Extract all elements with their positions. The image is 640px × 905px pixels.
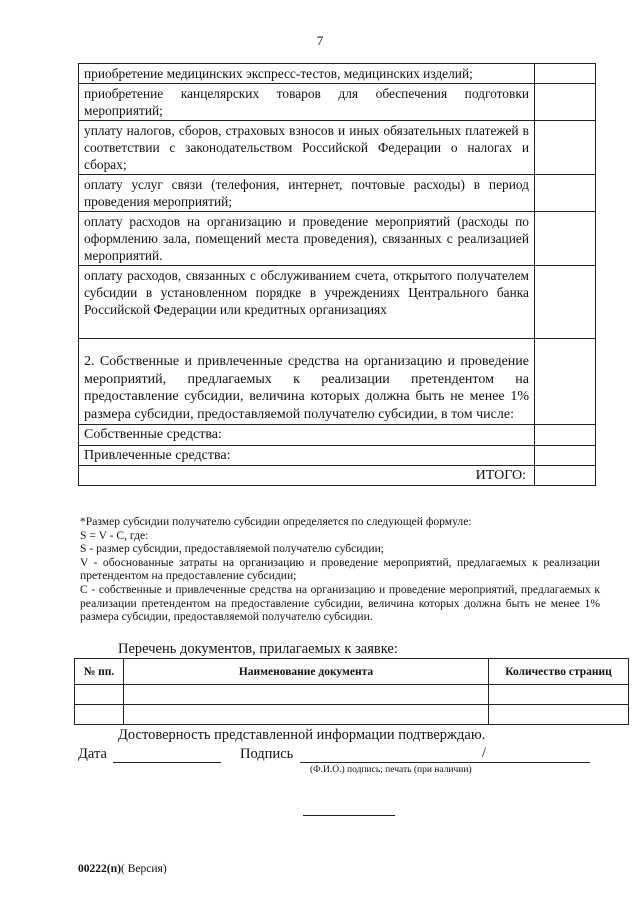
table-header-row	[75, 659, 629, 685]
signature-label: Подпись	[240, 746, 294, 762]
expense-item-0: приобретение медицинских экспресс-тестов, медицинских изделий;	[79, 64, 535, 84]
table-row	[79, 339, 596, 425]
expense-item-1: приобретение канцелярских товаров для обеспечения подготовки мероприятий;	[79, 84, 535, 121]
formula-notes	[80, 515, 600, 624]
table-row	[79, 121, 596, 175]
table-cell	[75, 705, 124, 725]
expense-value-2	[535, 121, 596, 175]
table-row	[79, 266, 596, 339]
attracted-funds-label: Привлеченные средства:	[79, 445, 535, 466]
confirmation-text: Достоверность представленной информации подтверждаю.	[118, 727, 486, 743]
table-row	[79, 445, 596, 466]
date-label: Дата	[78, 746, 107, 762]
table-cell	[124, 685, 489, 705]
note-line: *Размер субсидии получателю субсидии определяется по следующей формуле:	[80, 515, 472, 528]
expense-value-3	[535, 175, 596, 212]
documents-table	[74, 658, 629, 725]
table-row	[75, 685, 629, 705]
table-row	[79, 425, 596, 446]
page-number: 7	[316, 33, 324, 48]
own-funds-value	[535, 425, 596, 446]
note-line: S = V - C, где:	[80, 528, 149, 542]
signature-caption: (Ф.И.О.) подпись; печать (при наличии)	[310, 765, 472, 775]
attracted-funds-value	[535, 445, 596, 466]
signature-slash: /	[482, 745, 487, 761]
expense-item-4: оплату расходов на организацию и проведение мероприятий (расходы по оформлению зала, помещений места проведения), связанных с реализацией мероприятий.	[79, 212, 535, 266]
col-number-header: № пп.	[75, 659, 124, 685]
table-row	[79, 466, 596, 486]
table-cell	[489, 685, 629, 705]
expenses-table	[78, 63, 596, 486]
col-pages-header: Количество страниц	[489, 659, 629, 685]
expense-item-3: оплату услуг связи (телефония, интернет, почтовые расходы) в период проведения мероприятий;	[79, 175, 535, 212]
expense-item-2: уплату налогов, сборов, страховых взносов и иных обязательных платежей в соответствии с законодательством Российской Федерации о налогах и сборах;	[79, 121, 535, 175]
date-field-line	[113, 762, 221, 763]
signature-field-line	[300, 762, 590, 763]
divider-line	[303, 815, 395, 816]
table-row	[79, 175, 596, 212]
own-funds-label: Собственные средства:	[79, 425, 535, 446]
section2-text: 2. Собственные и привлеченные средства на организацию и проведение мероприятий, предлагаемых к реализации претендентом на предоставление субсидии, величина которых должна быть не менее 1% размера субсидии, предоставляемой получателю субсидии, в том числе:	[79, 339, 535, 425]
col-name-header: Наименование документа	[124, 659, 489, 685]
documents-heading: Перечень документов, прилагаемых к заявке:	[118, 641, 398, 657]
footer-code-bold: 00222(п)	[78, 863, 122, 875]
table-cell	[489, 705, 629, 725]
table-cell	[75, 685, 124, 705]
footer-code	[78, 863, 167, 875]
total-label: ИТОГО:	[79, 466, 535, 486]
expense-value-4	[535, 212, 596, 266]
note-line: S - размер субсидии, предоставляемой получателю субсидии;	[80, 542, 385, 556]
table-cell	[124, 705, 489, 725]
total-value	[535, 466, 596, 486]
section2-value	[535, 339, 596, 425]
expense-item-5: оплату расходов, связанных с обслуживанием счета, открытого получателем субсидии в установленном порядке в учреждениях Центрального банка Российской Федерации или кредитных организациях	[79, 266, 535, 339]
note-line: С - собственные и привлеченные средства на организацию и проведение мероприятий, предлагаемых к реализации претендентом на предоставление субсидии, величина которых должна быть не менее 1% размера субсидии, предоставляемой получателю субсидии.	[80, 582, 600, 624]
expense-value-5	[535, 266, 596, 339]
note-line: V - обоснованные затраты на организацию и проведение мероприятий, предлагаемых к реализации претендентом на предоставление субсидии;	[80, 555, 600, 583]
table-row	[79, 84, 596, 121]
expense-value-1	[535, 84, 596, 121]
expense-value-0	[535, 64, 596, 84]
footer-code-rest: ( Версия)	[121, 863, 167, 875]
table-row	[79, 64, 596, 84]
table-row	[79, 212, 596, 266]
table-row	[75, 705, 629, 725]
